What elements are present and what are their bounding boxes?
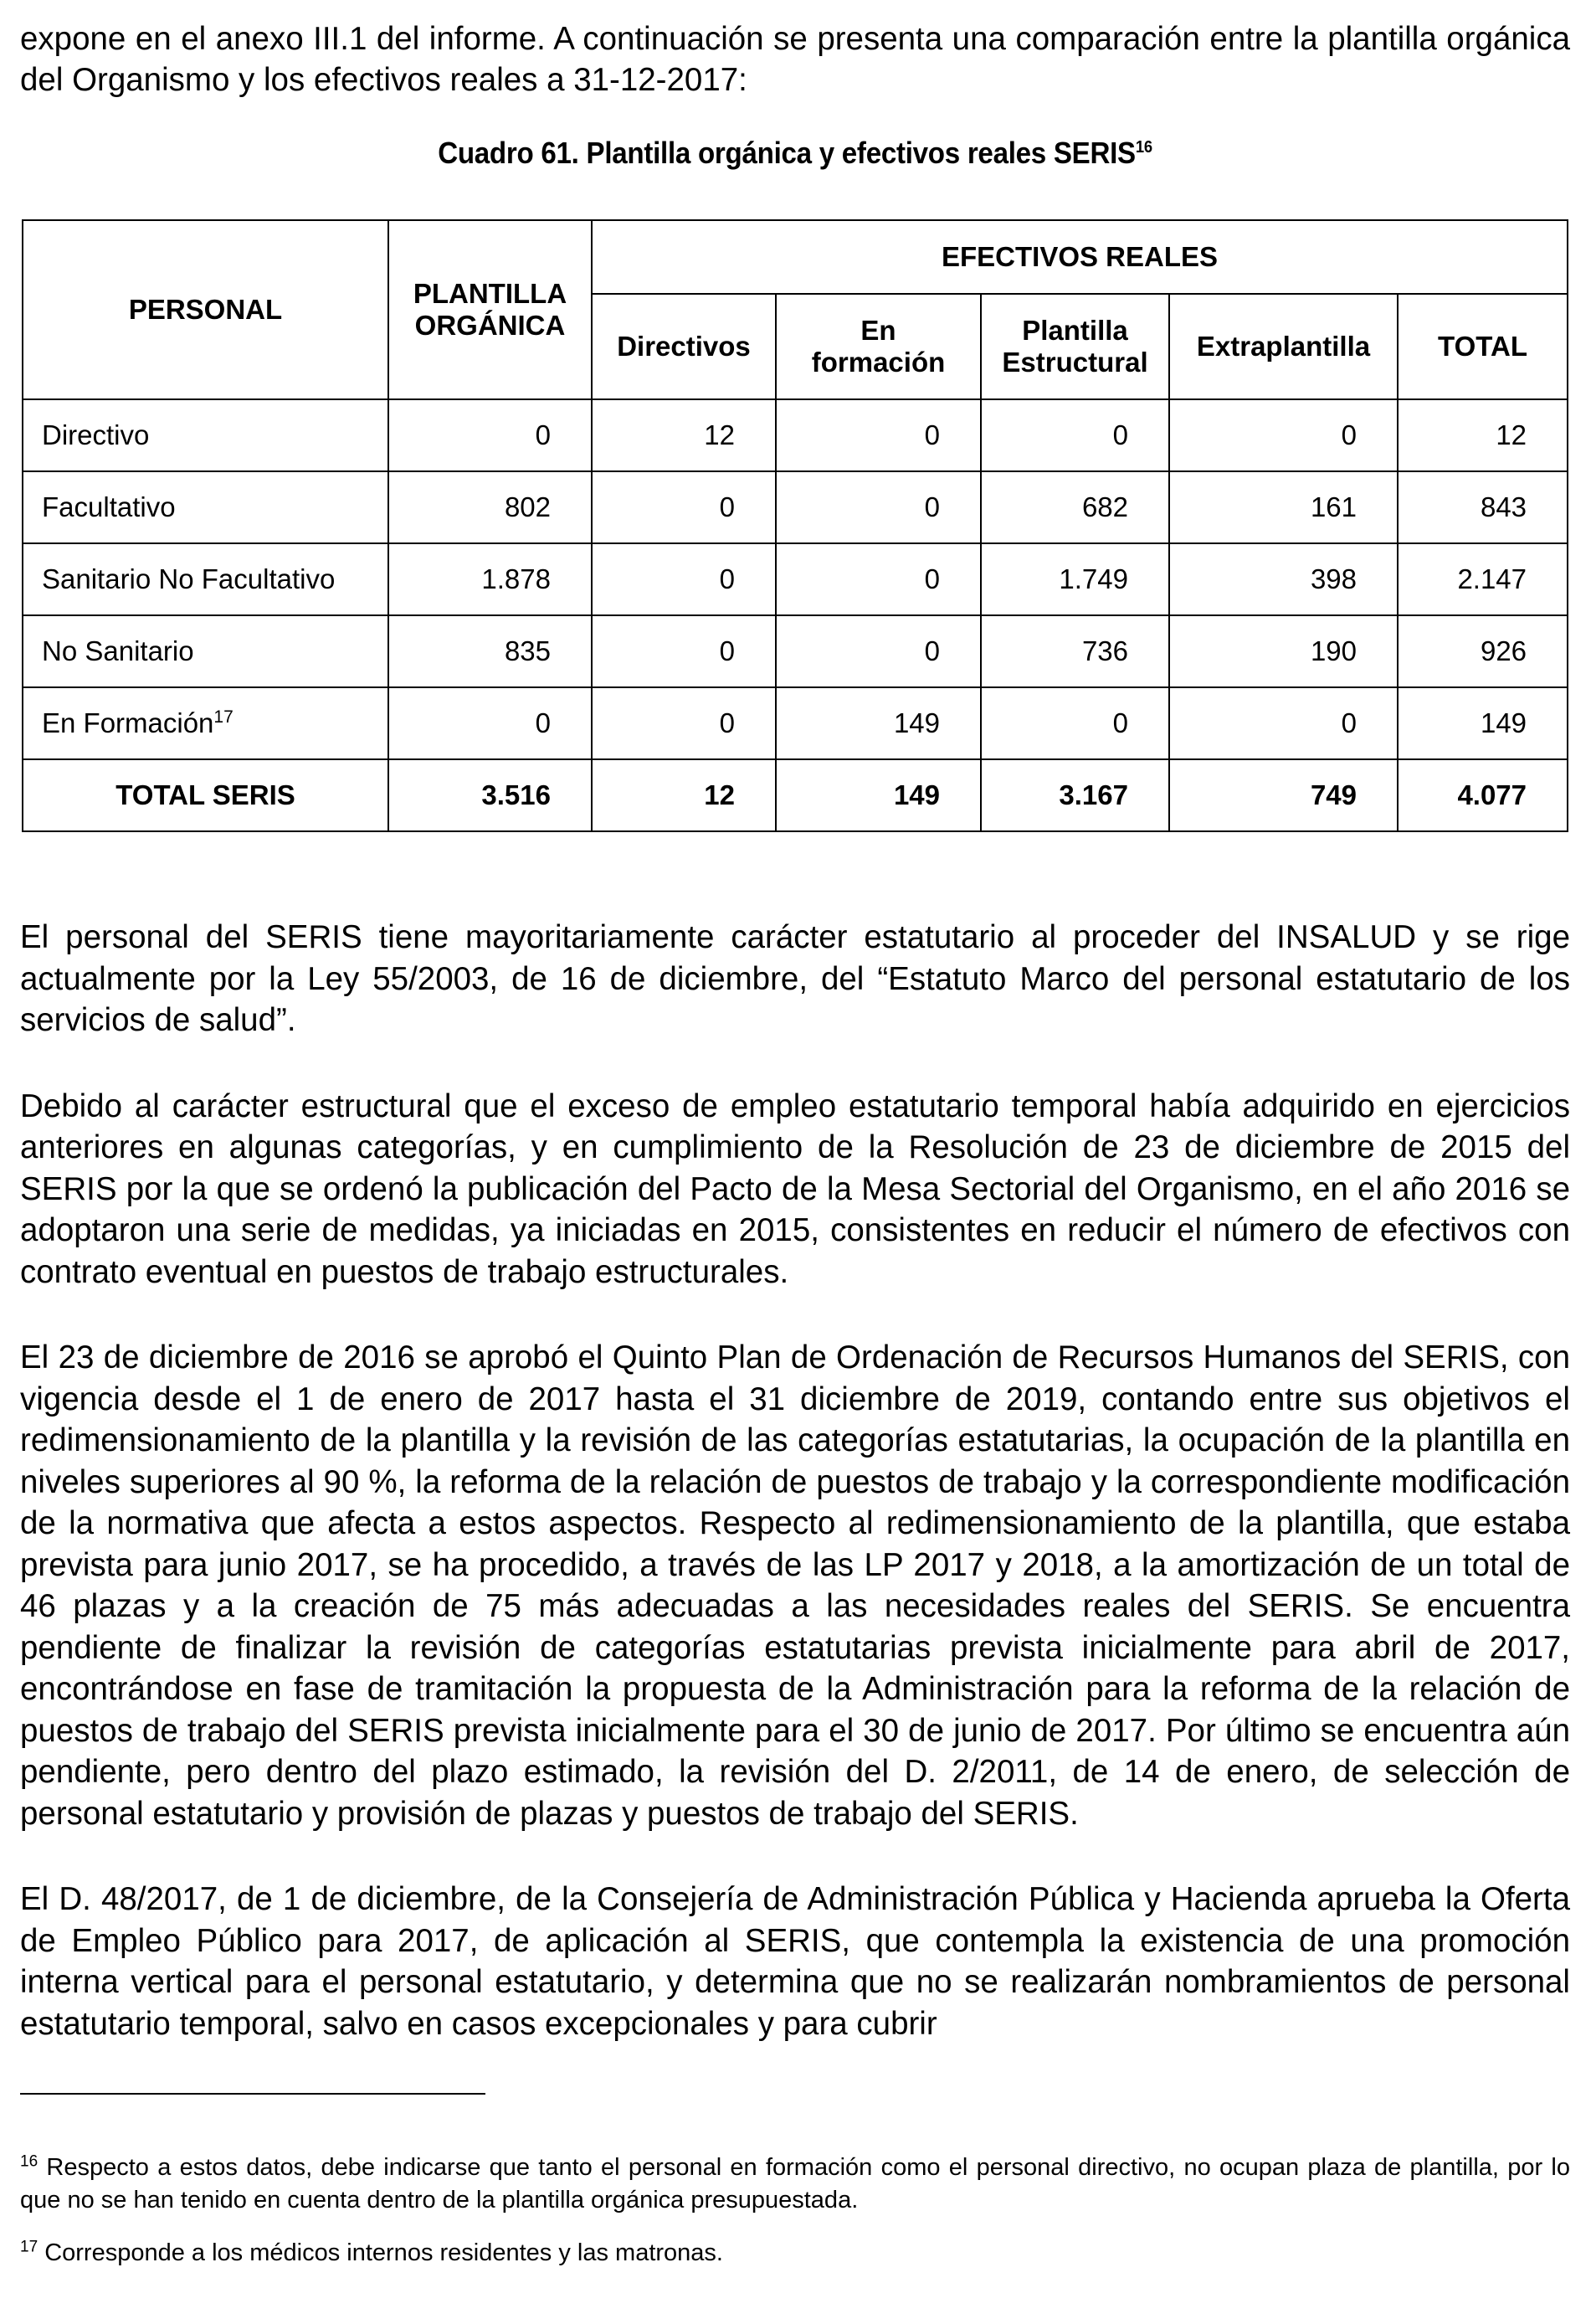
row-label: Facultativo xyxy=(23,471,388,543)
cell-directivos: 12 xyxy=(592,399,776,471)
footnotes xyxy=(20,2152,1570,2290)
header-plantilla-organica-label: PLANTILLA ORGÁNICA xyxy=(413,278,567,341)
footnote-separator xyxy=(20,2093,485,2095)
footnote-text: Respecto a estos datos, debe indicarse que tanto el personal en formación como el personal directivo, no ocupan plaza de plantilla, por lo que no se han tenido en cuenta dentro de la plantilla orgánica presupuestada. xyxy=(20,2154,1570,2213)
cell-extraplantilla: 190 xyxy=(1169,615,1398,687)
table-caption-text: Cuadro 61. Plantilla orgánica y efectivos reales SERIS xyxy=(438,136,1136,170)
cell-extraplantilla: 161 xyxy=(1169,471,1398,543)
footnote-text: Corresponde a los médicos internos residentes y las matronas. xyxy=(44,2239,723,2266)
document-page xyxy=(20,0,1570,2266)
total-directivos: 12 xyxy=(592,759,776,831)
total-extraplantilla: 749 xyxy=(1169,759,1398,831)
cell-en-formacion: 0 xyxy=(776,543,981,615)
footnote xyxy=(20,2152,1570,2217)
cell-plantilla-organica: 0 xyxy=(388,399,592,471)
header-personal: PERSONAL xyxy=(23,220,388,399)
row-label-text: En Formación xyxy=(42,707,214,738)
header-efectivos-reales: EFECTIVOS REALES xyxy=(592,220,1568,294)
table-row xyxy=(23,471,1568,543)
footnote xyxy=(20,2237,1570,2270)
staff-table xyxy=(22,219,1568,832)
cell-total: 12 xyxy=(1398,399,1568,471)
cell-plantilla-organica: 802 xyxy=(388,471,592,543)
total-plantilla-organica: 3.516 xyxy=(388,759,592,831)
row-label: Directivo xyxy=(23,399,388,471)
paragraph: Debido al carácter estructural que el exceso de empleo estatutario temporal había adquirido en ejercicios anteriores en algunas categorías, y en cumplimiento de la Resolución de 23 de diciembre de 2015 del SERIS por la que se ordenó la publicación del Pacto de la Mesa Sectorial del Organismo, en el año 2016 se adoptaron una serie de medidas, ya iniciadas en 2015, consistentes en reducir el número de efectivos con contrato eventual en puestos de trabajo estructurales. xyxy=(20,1087,1570,1290)
table-row xyxy=(23,687,1568,759)
row-label: Sanitario No Facultativo xyxy=(23,543,388,615)
cell-plantilla-estructural: 0 xyxy=(981,399,1169,471)
table-row xyxy=(23,543,1568,615)
cell-directivos: 0 xyxy=(592,543,776,615)
body-text xyxy=(20,917,1570,2044)
cell-plantilla-organica: 1.878 xyxy=(388,543,592,615)
cell-plantilla-estructural: 682 xyxy=(981,471,1169,543)
row-label xyxy=(23,687,388,759)
paragraph: El personal del SERIS tiene mayoritariamente carácter estatutario al proceder del INSALUD y se rige actualmente por la Ley 55/2003, de 16 de diciembre, del “Estatuto Marco del personal estatutario de los servicios de salud”. xyxy=(20,919,1570,1038)
cell-total: 843 xyxy=(1398,471,1568,543)
intro-paragraph: expone en el anexo III.1 del informe. A continuación se presenta una comparación entre la plantilla orgánica del Organismo y los efectivos reales a 31-12-2017: xyxy=(20,21,1570,98)
cell-extraplantilla: 0 xyxy=(1169,687,1398,759)
footnote-number: 16 xyxy=(20,2152,38,2171)
header-plantilla-estructural xyxy=(981,294,1169,399)
paragraph: El 23 de diciembre de 2016 se aprobó el Quinto Plan de Ordenación de Recursos Humanos del SERIS, con vigencia desde el 1 de enero de 2017 hasta el 31 diciembre de 2019, contando entre sus objetivos el redimensionamiento de la plantilla y la revisión de las categorías estatutarias, la ocupación de la plantilla en niveles superiores al 90 %, la reforma de la relación de puestos de trabajo y la correspondiente modificación de la normativa que afecta a estos aspectos. Respecto al redimensionamiento de la plantilla, que estaba prevista para junio 2017, se ha procedido, a través de las LP 2017 y 2018, a la amortización de un total de 46 plazas y a la creación de 75 más adecuadas a las necesidades reales del SERIS. Se encuentra pendiente de finalizar la revisión de categorías estatutarias prevista inicialmente para abril de 2017, encontrándose en fase de tramitación la propuesta de la Administración para la reforma de la relación de puestos de trabajo del SERIS prevista inicialmente para el 30 de junio de 2017. Por último se encuentra aún pendiente, pero dentro del plazo estimado, la revisión del D. 2/2011, de 14 de enero, de selección de personal estatutario y provisión de plazas y puestos de trabajo del SERIS. xyxy=(20,1339,1570,1832)
total-total: 4.077 xyxy=(1398,759,1568,831)
cell-en-formacion: 149 xyxy=(776,687,981,759)
cell-directivos: 0 xyxy=(592,615,776,687)
cell-directivos: 0 xyxy=(592,687,776,759)
footnote-ref: 17 xyxy=(213,707,234,727)
cell-extraplantilla: 398 xyxy=(1169,543,1398,615)
table-caption xyxy=(82,136,1508,171)
table-total-row xyxy=(23,759,1568,831)
cell-plantilla-organica: 835 xyxy=(388,615,592,687)
paragraph: El D. 48/2017, de 1 de diciembre, de la Consejería de Administración Pública y Hacienda aprueba la Oferta de Empleo Público para 2017, de aplicación al SERIS, que contempla la existencia de una promoción interna vertical para el personal estatutario, y determina que no se realizarán nombramientos de personal estatutario temporal, salvo en casos excepcionales y para cubrir xyxy=(20,1881,1570,2042)
table-row xyxy=(23,615,1568,687)
cell-directivos: 0 xyxy=(592,471,776,543)
row-label: No Sanitario xyxy=(23,615,388,687)
cell-plantilla-estructural: 0 xyxy=(981,687,1169,759)
header-plantilla-estructural-label: Plantilla Estructural xyxy=(1002,315,1148,378)
header-en-formacion-label: En formación xyxy=(811,315,946,378)
header-directivos: Directivos xyxy=(592,294,776,399)
header-plantilla-organica xyxy=(388,220,592,399)
cell-plantilla-organica: 0 xyxy=(388,687,592,759)
cell-en-formacion: 0 xyxy=(776,471,981,543)
table-row xyxy=(23,399,1568,471)
cell-plantilla-estructural: 736 xyxy=(981,615,1169,687)
cell-total: 926 xyxy=(1398,615,1568,687)
table-caption-footnote-ref: 16 xyxy=(1135,138,1152,157)
cell-total: 2.147 xyxy=(1398,543,1568,615)
cell-extraplantilla: 0 xyxy=(1169,399,1398,471)
cell-en-formacion: 0 xyxy=(776,615,981,687)
header-extraplantilla: Extraplantilla xyxy=(1169,294,1398,399)
cell-total: 149 xyxy=(1398,687,1568,759)
footnote-number: 17 xyxy=(20,2238,38,2256)
cell-en-formacion: 0 xyxy=(776,399,981,471)
cell-plantilla-estructural: 1.749 xyxy=(981,543,1169,615)
total-en-formacion: 149 xyxy=(776,759,981,831)
header-en-formacion xyxy=(776,294,981,399)
total-row-label: TOTAL SERIS xyxy=(23,759,388,831)
total-plantilla-estructural: 3.167 xyxy=(981,759,1169,831)
header-total: TOTAL xyxy=(1398,294,1568,399)
